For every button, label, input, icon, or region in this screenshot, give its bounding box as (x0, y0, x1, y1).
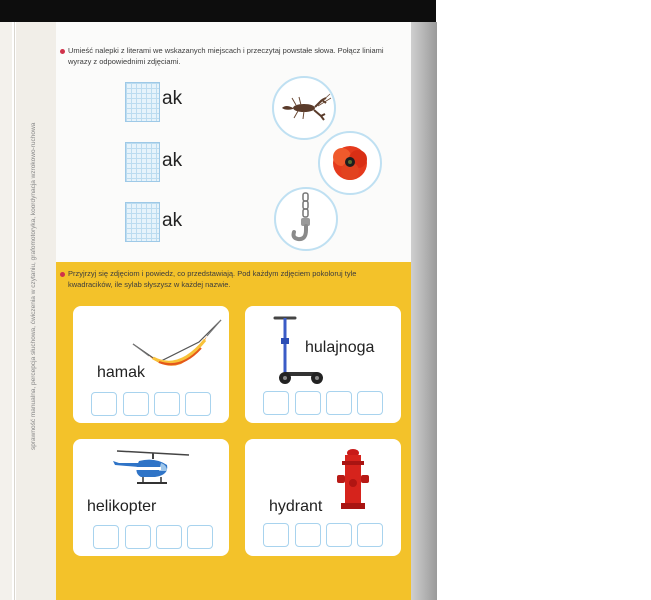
spine-text: sprawność manualna, percepcja słuchowa, ćwiczenia w czytaniu, grafomotoryka, koordynacja wzrokowo-ruchowa (30, 122, 37, 450)
page-right-edge (411, 22, 437, 600)
letter-sticker-slot[interactable] (125, 142, 160, 182)
picture-card (245, 439, 401, 556)
letter-sticker-slot[interactable] (125, 82, 160, 122)
syllable-box[interactable] (326, 523, 352, 547)
card-word: helikopter (87, 498, 157, 515)
task1-instruction: Umieść nalepki z literami we wskazanych miejscach i przeczytaj powstałe słowa. Połącz liniami wyrazy z odpowiednimi zdjęciami. (68, 46, 384, 66)
syllable-box[interactable] (357, 523, 383, 547)
hydrant-icon (333, 447, 373, 513)
syllable-box[interactable] (91, 392, 117, 416)
card-word: hamak (97, 364, 146, 381)
syllable-box[interactable] (263, 391, 289, 415)
picture-card (73, 439, 229, 556)
syllable-box[interactable] (125, 525, 151, 549)
poppy-picture[interactable] (318, 131, 382, 195)
syllable-box[interactable] (154, 392, 180, 416)
word-suffix: ak (162, 88, 183, 109)
hook-picture[interactable] (274, 187, 338, 251)
syllable-box[interactable] (156, 525, 182, 549)
syllable-box[interactable] (263, 523, 289, 547)
syllable-box[interactable] (295, 391, 321, 415)
syllable-box[interactable] (295, 523, 321, 547)
scan-top-border (0, 0, 436, 22)
syllable-box[interactable] (187, 525, 213, 549)
picture-card (73, 306, 229, 423)
syllable-box[interactable] (357, 391, 383, 415)
card-word: hulajnoga (305, 339, 375, 356)
left-binding-margin (0, 22, 12, 600)
poppy-icon (320, 133, 380, 193)
crayfish-icon (274, 78, 334, 138)
letter-sticker-slot[interactable] (125, 202, 160, 242)
syllable-box[interactable] (93, 525, 119, 549)
picture-card (245, 306, 401, 423)
word-suffix: ak (162, 210, 183, 231)
task2-bullet-icon (60, 272, 65, 277)
syllable-box[interactable] (123, 392, 149, 416)
card-word: hydrant (269, 498, 323, 515)
word-suffix: ak (162, 150, 183, 171)
task2-instruction: Przyjrzyj się zdjęciom i powiedz, co przedstawiają. Pod każdym zdjęciem pokoloruj tyle kwadracików, ile sylab słyszysz w każdej nazwie. (68, 269, 357, 289)
syllable-box[interactable] (326, 391, 352, 415)
crayfish-picture[interactable] (272, 76, 336, 140)
syllable-box[interactable] (185, 392, 211, 416)
task1-bullet-icon (60, 49, 65, 54)
helicopter-icon (111, 445, 195, 493)
hook-icon (276, 189, 336, 249)
margin-rule (14, 22, 15, 600)
